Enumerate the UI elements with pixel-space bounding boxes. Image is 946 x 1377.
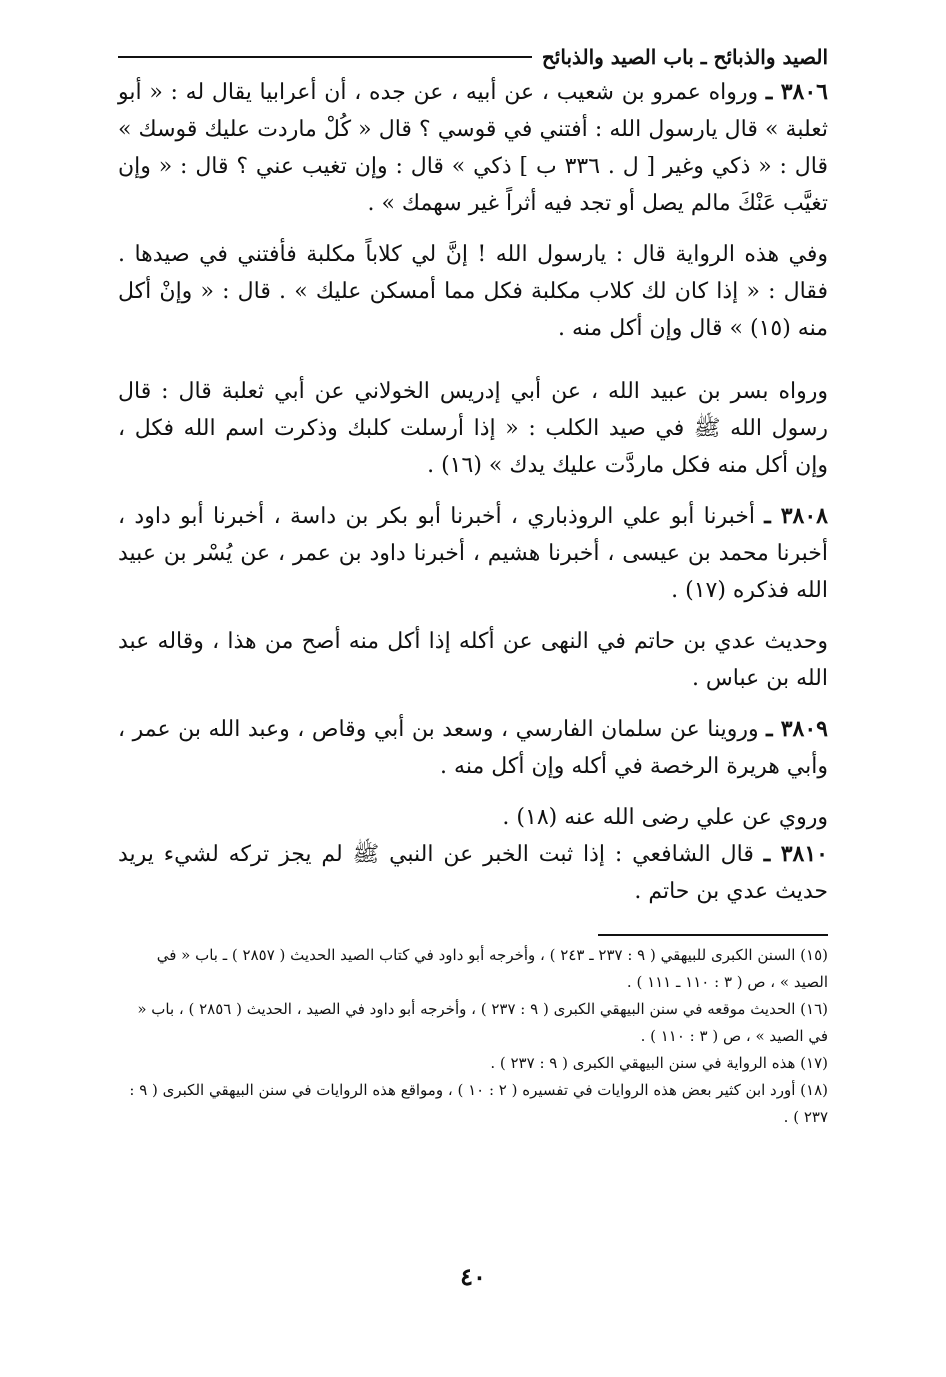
paragraph [118,836,828,910]
paragraph [118,799,828,836]
hadith-number: ٣٨٠٦ ـ [765,79,828,105]
paragraph-text: وروينا عن سلمان الفارسي ، وسعد بن أبي وقاص ، وعبد الله بن عمر ، وأبي هريرة الرخصة في أكله وإن أكل منه . [118,717,828,779]
footnote-separator [598,934,828,936]
hadith-number: ٣٨٠٩ ـ [766,716,828,742]
running-header [118,40,828,74]
paragraph [118,74,828,222]
paragraph-text: وروي عن علي رضى الله عنه (١٨) . [502,805,828,830]
paragraph-text: أخبرنا أبو علي الروذباري ، أخبرنا أبو بكر بن داسة ، أخبرنا أبو داود ، أخبرنا محمد بن عيسى ، أخبرنا هشيم ، أخبرنا داود بن عمر ، عن يُسْر بن عبيد الله فذكره (١٧) . [118,504,828,603]
footnote: (١٥) السنن الكبرى للبيهقي ( ٩ : ٢٣٧ ـ ٢٤٣ ) ، وأخرجه أبو داود في كتاب الصيد الحديث ( ٢٨٥٧ ) ـ باب « في الصيد » ، ص ( ٣ : ١١٠ ـ ١١١ ) . [156,946,828,991]
paragraph-text: ورواه عمرو بن شعيب ، عن أبيه ، عن جده ، أن أعرابيا يقال له : « أبو ثعلبة » قال يارسول الله : أفتني في قوسي ؟ قال « كُلْ ماردت عليك قوسك » قال : « ذكي وغير [ ل . ٣٣٦ ب ] ذكي » قال : وإن تغيب عني ؟ قال : « وإن تغيَّب عَنْكَ مالم يصل أو تجد فيه أثراً غير سهمك » . [118,80,828,216]
hadith-number: ٣٨٠٨ ـ [764,503,828,529]
page-number: ٤٠ [460,1262,486,1291]
paragraph [118,711,828,785]
paragraph-text: وفي هذه الرواية قال : يارسول الله ! إنَّ لي كلاباً مكلبة فأفتني في صيدها . فقال : « إذا كان لك كلاب مكلبة فكل مما أمسكن عليك » . قال : « وإنْ أكل منه (١٥) » قال وإن أكل منه . [118,242,828,341]
paragraph-text: قال الشافعي : إذا ثبت الخبر عن النبي ﷺ لم يجز تركه لشيء يريد حديث عدي بن حاتم . [118,842,828,904]
header-title: الصيد والذبائح ـ باب الصيد والذبائح [541,45,828,69]
footnote: (١٨) أورد ابن كثير بعض هذه الروايات في تفسيره ( ٢ : ١٠ ) ، ومواقع هذه الروايات في سنن البيهقي الكبرى ( ٩ : ٢٣٧ ) . [129,1081,828,1126]
paragraph [118,373,828,484]
paragraph-text: ورواه بسر بن عبيد الله ، عن أبي إدريس الخولاني عن أبي ثعلبة قال : قال رسول الله ﷺ في صيد الكلب : « إذا أرسلت كلبك وذكرت اسم الله فكل ، وإن أكل منه فكل ماردَّت عليك يدك » (١٦) . [118,379,829,478]
paragraph-text: وحديث عدي بن حاتم في النهى عن أكله إذا أكل منه أصح من هذا ، وقاله عبد الله بن عباس . [118,629,828,691]
footnotes [118,942,828,1131]
header-rule [118,56,532,58]
document-page [118,40,828,1131]
footnote: (١٧) هذه الرواية في سنن البيهقي الكبرى ( ٩ : ٢٣٧ ) . [490,1054,828,1072]
paragraph [118,498,828,609]
hadith-number: ٣٨١٠ ـ [763,841,828,867]
paragraph [118,623,828,697]
footnote: (١٦) الحديث موقعه في سنن البيهقي الكبرى ( ٩ : ٢٣٧ ) ، وأخرجه أبو داود في الصيد ، الحديث ( ٢٨٥٦ ) ، باب « في الصيد » ، ص ( ٣ : ١١٠ ) . [137,1000,828,1045]
paragraph [118,236,828,347]
